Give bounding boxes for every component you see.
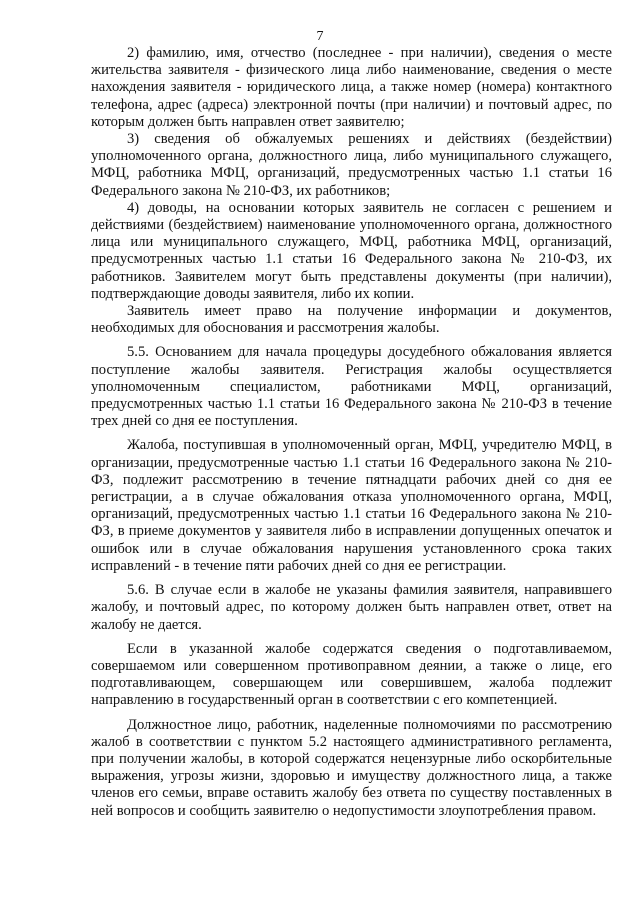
paragraph-complaint-review-term: Жалоба, поступившая в уполномоченный орган, МФЦ, учредителю МФЦ, в организации, предусмотренные частью 1.1 статьи 16 Федерального закона № 210-ФЗ, подлежит рассмотрению в течение пятнадцати рабочих дней со дня ее регистрации, а в случае обжалования отказа уполномоченного органа, МФЦ, организаций, предусмотренных частью 1.1 статьи 16 Федерального закона № 210-ФЗ, в приеме документов у заявителя либо в исправлении допущенных опечаток и ошибок или в случае обжалования нарушения установленного срока таких исправлений - в течение пяти рабочих дней со дня ее регистрации. <box>91 437 612 574</box>
paragraph-abusive-complaint: Должностное лицо, работник, наделенные полномочиями по рассмотрению жалоб в соответствии с пунктом 5.2 настоящего административного регламента, при получении жалобы, в которой содержатся нецензурные либо оскорбительные выражения, угрозы жизни, здоровью и имуществу должностного лица, а также членов его семьи, вправе оставить жалобу без ответа по существу поставленных в ней вопросов и сообщить заявителю о недопустимости злоупотребления правом. <box>91 716 612 819</box>
paragraph-item-3: 3) сведения об обжалуемых решениях и действиях (бездействии) уполномоченного органа, должностного лица, либо муниципального служащего, МФЦ, работника МФЦ, организаций, предусмотренных частью 1.1 статьи 16 Федерального закона № 210-ФЗ, их работников; <box>91 131 612 199</box>
document-body <box>91 45 612 820</box>
paragraph-item-4: 4) доводы, на основании которых заявитель не согласен с решением и действиями (бездействием) наименование уполномоченного органа, должностного лица или муниципального служащего, МФЦ, работника МФЦ, организаций, предусмотренных частью 1.1 статьи 16 Федерального закона № 210-ФЗ, их работников. Заявителем могут быть представлены документы (при наличии), подтверждающие доводы заявителя, либо их копии. <box>91 199 612 302</box>
paragraph-unlawful-act: Если в указанной жалобе содержатся сведения о подготавливаемом, совершаемом или совершенном противоправном деянии, а также о лице, его подготавливающем, совершающем или совершившем, жалоба подлежит направлению в государственный орган в соответствии с его компетенцией. <box>91 640 612 709</box>
paragraph-item-2: 2) фамилию, имя, отчество (последнее - при наличии), сведения о месте жительства заявителя - физического лица либо наименование, сведения о месте нахождения заявителя - юридического лица, а также номер (номера) контактного телефона, адрес (адреса) электронной почты (при наличии) и почтовый адрес, по которым должен быть направлен ответ заявителю; <box>91 45 612 130</box>
paragraph-5-6: 5.6. В случае если в жалобе не указаны фамилия заявителя, направившего жалобу, и почтовый адрес, по которому должен быть направлен ответ, ответ на жалобу не дается. <box>91 582 612 633</box>
page-number: 7 <box>316 29 324 44</box>
paragraph-5-5: 5.5. Основанием для начала процедуры досудебного обжалования является поступление жалобы заявителя. Регистрация жалобы осуществляется уполномоченным специалистом, работниками МФЦ, организаций, предусмотренных частью 1.1 статьи 16 Федерального закона № 210-ФЗ в течение трех дней со дня ее поступления. <box>91 344 612 430</box>
paragraph-applicant-rights: Заявитель имеет право на получение информации и документов, необходимых для обоснования и рассмотрения жалобы. <box>91 303 612 337</box>
